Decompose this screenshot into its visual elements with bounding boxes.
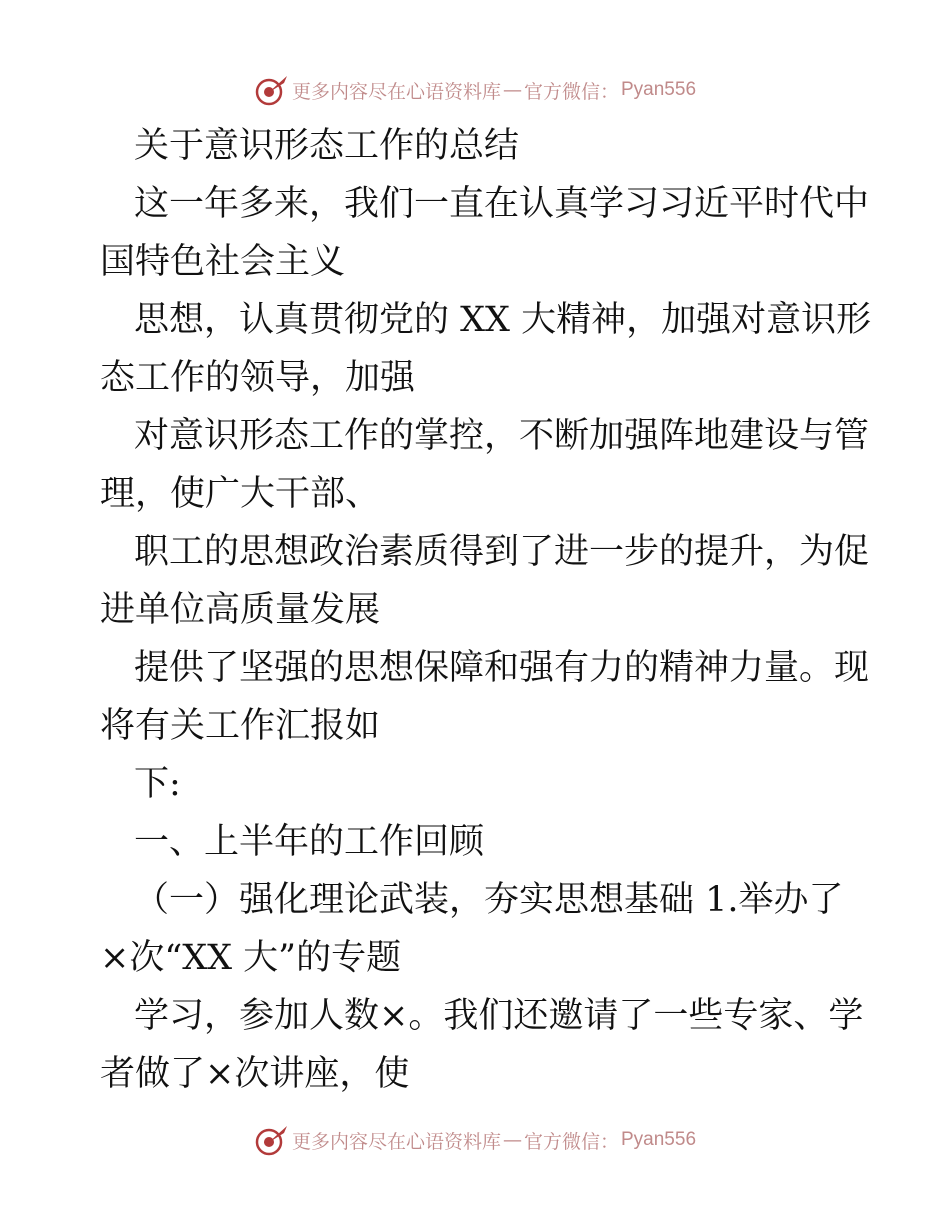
doc-line: 职工的思想政治素质得到了进一步的提升，为促 [134,532,870,572]
banner-text: 更多内容尽在心语资料库 [291,1130,501,1153]
doc-line: 者做了×次讲座，使 [100,1054,410,1094]
doc-title: 关于意识形态工作的总结 [134,126,520,166]
doc-line: 态工作的领导，加强 [100,358,416,398]
header-watermark-banner [0,70,950,110]
banner-separator: — [502,79,522,101]
doc-line: 这一年多来，我们一直在认真学习习近平时代中 [134,184,870,224]
banner-wechat-id: Pyan556 [621,79,697,100]
banner-wechat-label: 官方微信： [523,80,619,103]
quill-logo-icon [254,73,290,107]
banner-text: 更多内容尽在心语资料库 [291,80,501,103]
banner-separator: — [502,1129,522,1151]
doc-line: 对意识形态工作的掌控，不断加强阵地建设与管 [134,416,870,456]
doc-line: 学习，参加人数×。我们还邀请了一些专家、学 [134,996,864,1036]
doc-line: 将有关工作汇报如 [100,706,381,746]
banner-wechat-id: Pyan556 [621,1129,697,1150]
doc-line: 理，使广大干部、 [100,474,381,514]
doc-line: ×次“XX 大”的专题 [100,938,402,978]
doc-line: 提供了坚强的思想保障和强有力的精神力量。现 [134,648,870,688]
subsection-heading: （一）强化理论武装，夯实思想基础 1.举办了 [134,880,844,920]
section-heading: 一、上半年的工作回顾 [134,822,485,862]
doc-line: 下: [134,764,181,804]
quill-logo-icon [254,1123,290,1157]
doc-line: 思想，认真贯彻党的 XX 大精神，加强对意识形 [134,300,872,340]
doc-line: 进单位高质量发展 [100,590,381,630]
banner-wechat-label: 官方微信： [523,1130,619,1153]
footer-watermark-banner [0,1120,950,1160]
doc-line: 国特色社会主义 [100,242,346,282]
